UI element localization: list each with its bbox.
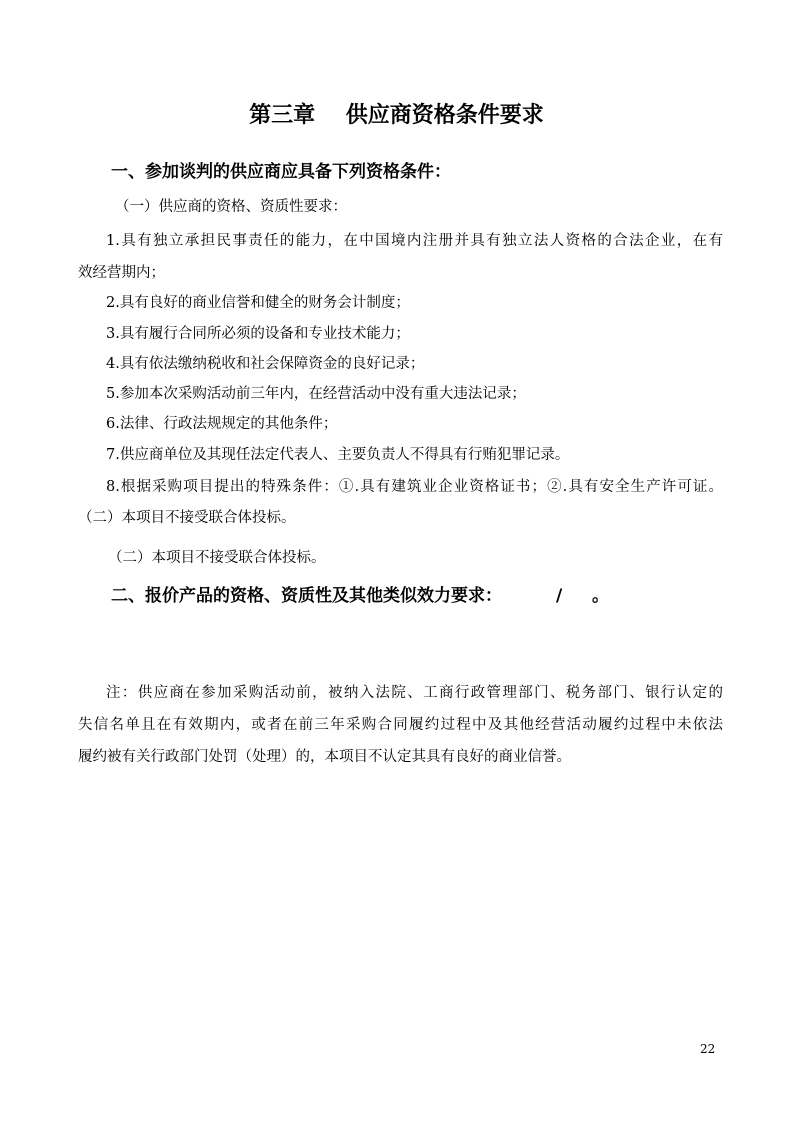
joint-bid-note-repeat: （二）本项目不接受联合体投标。 bbox=[108, 550, 326, 566]
note-line-2: 失信名单且在有效期内，或者在前三年采购合同履约过程中及其他经营活动履约过程中未依法 bbox=[78, 717, 723, 733]
requirement-item-7: 7.供应商单位及其现任法定代表人、主要负责人不得具有行贿犯罪记录。 bbox=[106, 447, 570, 463]
requirement-item-5: 5.参加本次采购活动前三年内，在经营活动中没有重大违法记录； bbox=[106, 386, 526, 402]
section1-heading: 一、参加谈判的供应商应具备下列资格条件： bbox=[111, 162, 451, 182]
note-line-1: 注：供应商在参加采购活动前，被纳入法院、工商行政管理部门、税务部门、银行认定的 bbox=[106, 685, 723, 701]
chapter-title: 第三章 供应商资格条件要求 bbox=[249, 103, 544, 128]
joint-bid-note: （二）本项目不接受联合体投标。 bbox=[78, 510, 296, 526]
requirement-item-1-cont: 效经营期内； bbox=[78, 265, 165, 281]
section2-heading: 二、报价产品的资格、资质性及其他类似效力要求： bbox=[111, 586, 502, 606]
note-line-3: 履约被有关行政部门处罚（处理）的，本项目不认定其具有良好的商业信誉。 bbox=[78, 749, 571, 765]
qualification-subheading: （一）供应商的资格、资质性要求： bbox=[115, 199, 347, 215]
requirement-item-1: 1.具有独立承担民事责任的能力，在中国境内注册并具有独立法人资格的合法企业，在有 bbox=[106, 233, 723, 249]
requirement-item-8: 8.根据采购项目提出的特殊条件：①.具有建筑业企业资格证书；②.具有安全生产许可证。 bbox=[106, 479, 723, 495]
section2-value: / bbox=[556, 586, 563, 606]
requirement-item-4: 4.具有依法缴纳税收和社会保障资金的良好记录； bbox=[106, 356, 425, 372]
requirement-item-3: 3.具有履行合同所必须的设备和专业技术能力； bbox=[106, 326, 410, 342]
requirement-item-6: 6.法律、行政法规规定的其他条件； bbox=[106, 416, 338, 432]
page-number: 22 bbox=[700, 1042, 716, 1056]
section2-period: 。 bbox=[592, 586, 609, 606]
requirement-item-2: 2.具有良好的商业信誉和健全的财务会计制度； bbox=[106, 295, 410, 311]
